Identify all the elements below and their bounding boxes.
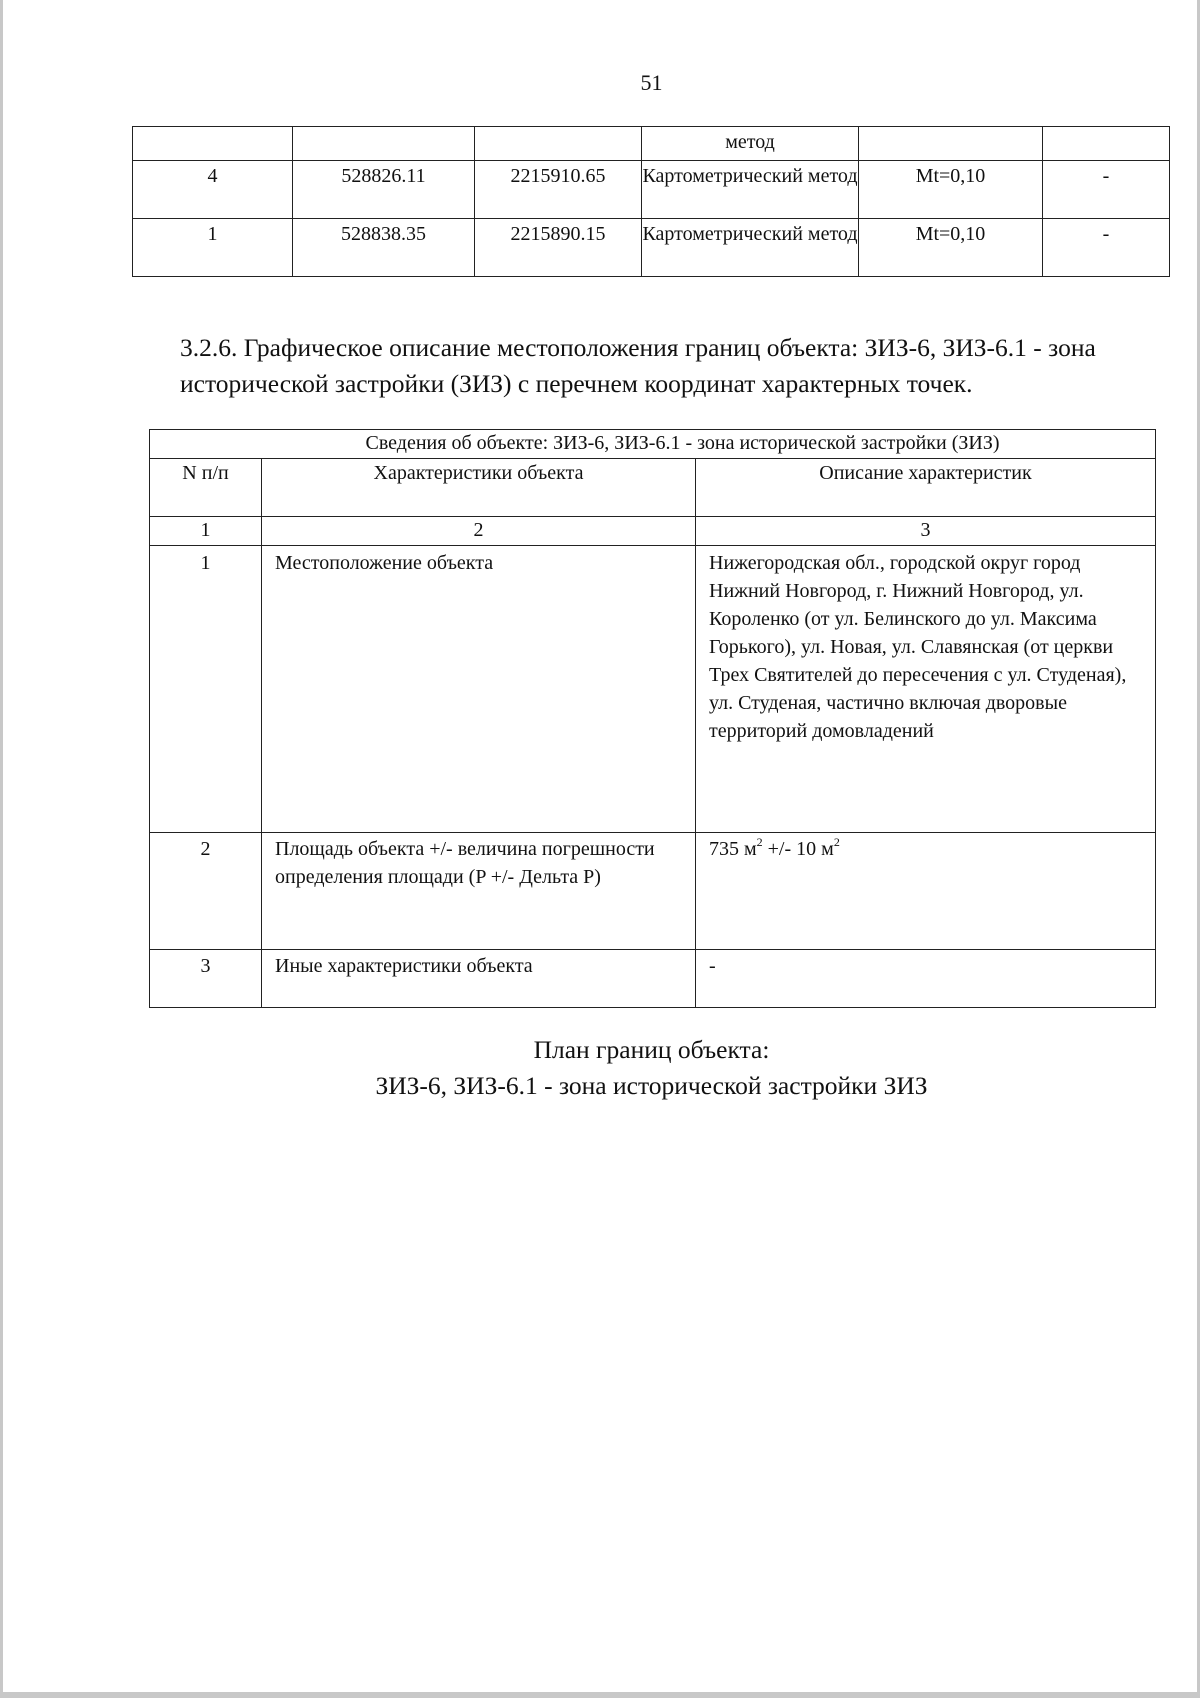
page-number: 51 xyxy=(640,70,663,95)
table-title: Сведения об объекте: ЗИЗ-6, ЗИЗ-6.1 - зона исторической застройки (ЗИЗ) xyxy=(150,430,1156,459)
accuracy-cell: Mt=0,10 xyxy=(859,219,1043,277)
table-row xyxy=(150,546,1156,833)
point-number-cell: 4 xyxy=(133,161,293,219)
plan-title-line-2: ЗИЗ-6, ЗИЗ-6.1 - зона исторической застройки ЗИЗ xyxy=(375,1071,928,1100)
plan-title xyxy=(3,1032,1200,1104)
table-row xyxy=(150,950,1156,1008)
tolerance-unit-exponent: 2 xyxy=(833,835,840,849)
table-row xyxy=(133,127,1170,161)
characteristic-cell: Площадь объекта +/- величина погрешности определения площади (P +/- Дельта P) xyxy=(262,833,696,950)
method-cell: Картометрический метод xyxy=(642,161,859,219)
note-cell xyxy=(1043,127,1170,161)
characteristic-cell: Местоположение объекта xyxy=(262,546,696,833)
note-cell: - xyxy=(1043,161,1170,219)
table-row xyxy=(133,161,1170,219)
header-row xyxy=(150,459,1156,517)
area-tolerance: +/- 10 м xyxy=(762,838,834,860)
note-cell: - xyxy=(1043,219,1170,277)
header-num: N п/п xyxy=(150,459,262,517)
point-number-cell: 1 xyxy=(133,219,293,277)
area-description-cell xyxy=(696,833,1156,950)
method-cell: Картометрический метод xyxy=(642,219,859,277)
area-value: 735 м xyxy=(709,838,757,860)
object-info-table xyxy=(149,429,1156,1008)
header-characteristic: Характеристики объекта xyxy=(262,459,696,517)
column-number: 3 xyxy=(696,517,1156,546)
table-row xyxy=(150,833,1156,950)
column-number: 1 xyxy=(150,517,262,546)
table-row xyxy=(133,219,1170,277)
plan-title-line-1: План границ объекта: xyxy=(533,1035,770,1064)
table-title-row xyxy=(150,430,1156,459)
document-page xyxy=(3,0,1197,1692)
accuracy-cell xyxy=(859,127,1043,161)
coordinates-table xyxy=(132,126,1170,277)
row-number: 2 xyxy=(150,833,262,950)
description-cell: - xyxy=(696,950,1156,1008)
method-cell: метод xyxy=(642,127,859,161)
description-cell: Нижегородская обл., городской округ город Нижний Новгород, г. Нижний Новгород, ул. Короленко (от ул. Белинского до ул. Максима Горького), ул. Новая, ул. Славянская (от церкви Трех Святителей до пересечения с ул. Студеная), ул. Студеная, частично включая дворовые территорий домовладений xyxy=(696,546,1156,833)
row-number: 3 xyxy=(150,950,262,1008)
header-description: Описание характеристик xyxy=(696,459,1156,517)
area-unit-exponent: 2 xyxy=(756,835,763,849)
column-number: 2 xyxy=(262,517,696,546)
x-coordinate-cell xyxy=(293,127,475,161)
x-coordinate-cell: 528838.35 xyxy=(293,219,475,277)
y-coordinate-cell: 2215890.15 xyxy=(475,219,642,277)
x-coordinate-cell: 528826.11 xyxy=(293,161,475,219)
accuracy-cell: Mt=0,10 xyxy=(859,161,1043,219)
point-number-cell xyxy=(133,127,293,161)
section-heading: 3.2.6. Графическое описание местоположения границ объекта: ЗИЗ-6, ЗИЗ-6.1 - зона исторической застройки (ЗИЗ) с перечнем координат характерных точек. xyxy=(180,333,1096,398)
y-coordinate-cell: 2215910.65 xyxy=(475,161,642,219)
characteristic-cell: Иные характеристики объекта xyxy=(262,950,696,1008)
row-number: 1 xyxy=(150,546,262,833)
column-numbers-row xyxy=(150,517,1156,546)
y-coordinate-cell xyxy=(475,127,642,161)
